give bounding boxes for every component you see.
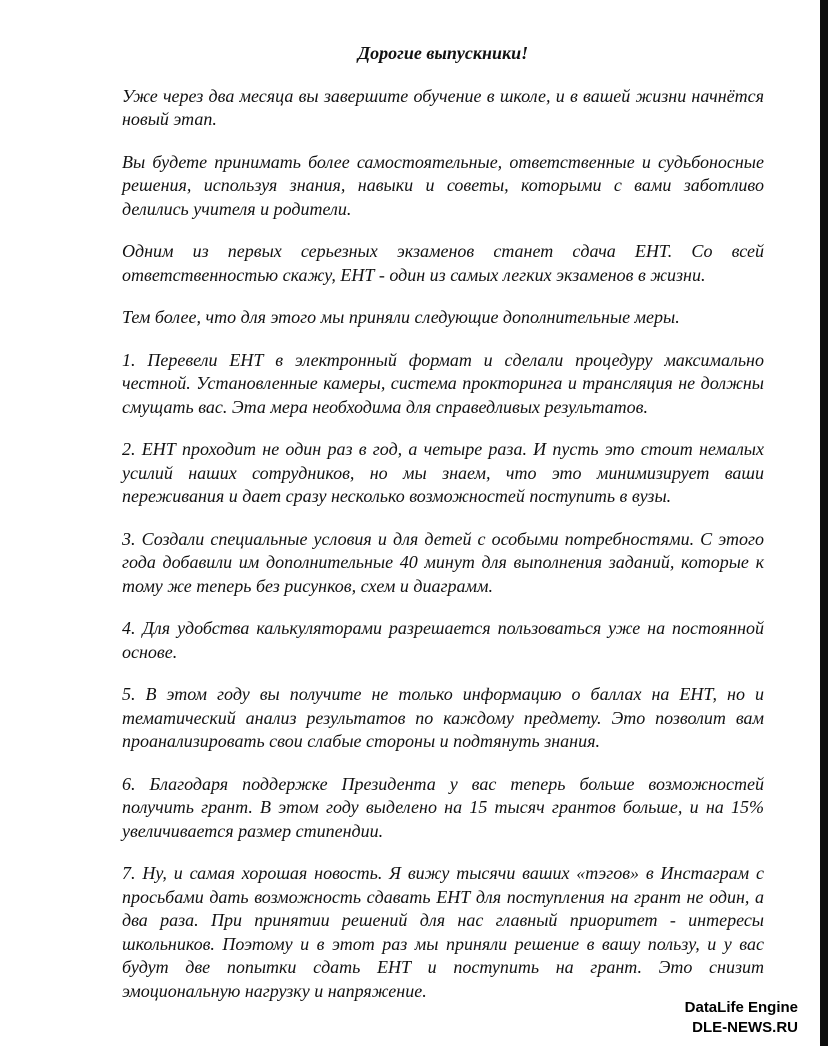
paragraph-measures-intro: Тем более, что для этого мы приняли следующие дополнительные меры. — [122, 307, 680, 327]
paragraph-measure-5: 5. В этом году вы получите не только информацию о баллах на ЕНТ, но и тематический анализ результатов по каждому предмету. Это позволит вам проанализировать свои слабые стороны и подтянуть знания. — [122, 684, 764, 751]
watermark-engine: DataLife Engine — [684, 999, 798, 1016]
paragraph-measure-2: 2. ЕНТ проходит не один раз в год, а четыре раза. И пусть это стоит немалых усилий наших сотрудников, но мы знаем, что это минимизирует ваши переживания и дает сразу несколько возможностей поступить в вузы. — [122, 439, 764, 506]
watermark-site: DLE-NEWS.RU — [692, 1019, 798, 1036]
scan-edge-divider — [820, 0, 828, 1046]
paragraph-measure-6: 6. Благодаря поддержке Президента у вас теперь больше возможностей получить грант. В этом году выделено на 15 тысяч грантов больше, и на 15% увеличивается размер стипендии. — [122, 773, 764, 841]
letter-title: Дорогие выпускники! — [357, 43, 529, 63]
paragraph-intro: Уже через два месяца вы завершите обучение в школе, и в вашей жизни начнётся новый этап. — [122, 85, 764, 129]
paragraph-measure-4: 4. Для удобства калькуляторами разрешается пользоваться уже на постоянной основе. — [122, 618, 764, 662]
site-watermark — [685, 998, 798, 1038]
paragraph-measure-7: 7. Ну, и самая хорошая новость. Я вижу тысячи ваших «тэгов» в Инстаграм с просьбами дать возможность сдавать ЕНТ для поступления на грант не один, а два раза. При принятии решений для нас главный приоритет - интересы школьников. Поэтому и в этот раз мы приняли решение в вашу пользу, и у вас будут две попытки сдать ЕНТ и поступить на грант. Это снизит эмоциональную нагрузку и напряжение. — [122, 863, 764, 1001]
paragraph-decisions: Вы будете принимать более самостоятельные, ответственные и судьбоносные решения, используя знания, навыки и советы, которыми с вами заботливо делились учителя и родители. — [122, 151, 764, 219]
letter-body — [122, 42, 764, 1022]
paragraph-measure-1: 1. Перевели ЕНТ в электронный формат и сделали процедуру максимально честной. Установленные камеры, система прокторинга и трансляция не должны смущать вас. Эта мера необходима для справедливых результатов. — [122, 349, 764, 417]
paragraph-measure-3: 3. Создали специальные условия и для детей с особыми потребностями. С этого года добавили им дополнительные 40 минут для выполнения заданий, которые к тому же теперь без рисунков, схем и диаграмм. — [122, 528, 764, 596]
paragraph-ent-exam: Одним из первых серьезных экзаменов станет сдача ЕНТ. Со всей ответственностью скажу, ЕНТ - один из самых легких экзаменов в жизни. — [122, 241, 764, 285]
